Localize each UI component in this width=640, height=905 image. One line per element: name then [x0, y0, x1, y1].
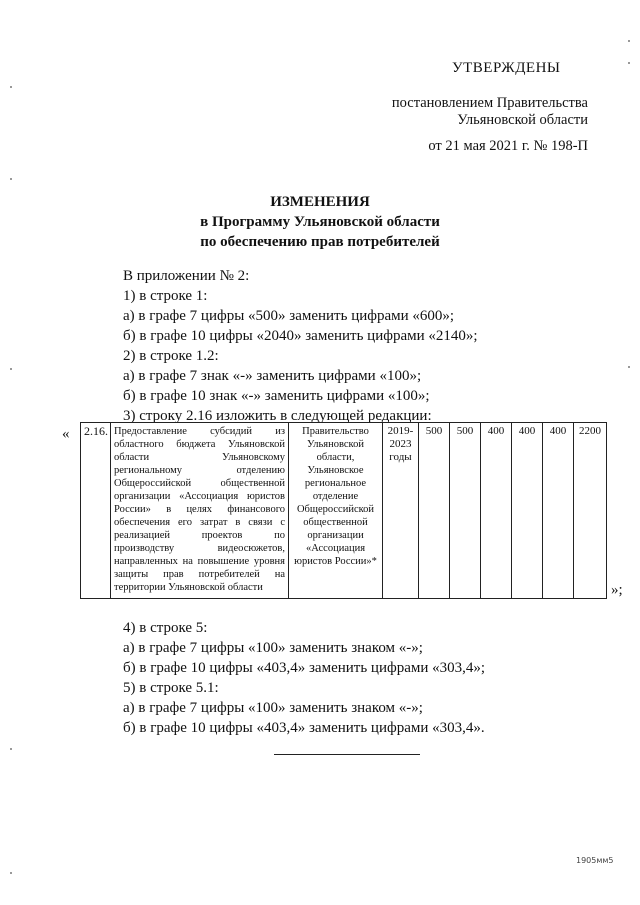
footer-code: 1905мм5 — [576, 856, 614, 865]
instruction-line: 4) в строке 5: — [123, 620, 208, 636]
value-cell: 400 — [481, 423, 512, 599]
instructions-block — [123, 266, 478, 426]
instruction-line: б) в графе 10 знак «-» заменить цифрами «100»; — [123, 388, 430, 404]
instruction-line: б) в графе 10 цифры «2040» заменить цифрами «2140»; — [123, 328, 478, 344]
approval-line-1: постановлением Правительства — [391, 95, 588, 111]
scan-mark — [10, 368, 12, 370]
instruction-line: б) в графе 10 цифры «403,4» заменить цифрами «303,4». — [123, 720, 485, 736]
instructions-block-continued — [123, 618, 485, 738]
instruction-line: 5) в строке 5.1: — [123, 680, 219, 696]
document-title — [0, 192, 640, 252]
scan-mark — [10, 86, 12, 88]
scan-mark — [10, 872, 12, 874]
instruction-line: а) в графе 7 цифры «100» заменить знаком «-»; — [123, 640, 423, 656]
executor-cell: Правительство Ульяновской области, Ульяновское региональное отделение Общероссийской общественной организации «Ассоциация юристов России»* — [289, 423, 383, 599]
instruction-line: 1) в строке 1: — [123, 288, 208, 304]
title-line-2: в Программу Ульяновской области — [200, 214, 440, 230]
instruction-line: В приложении № 2: — [123, 268, 250, 284]
scan-mark — [628, 40, 630, 42]
instruction-line: а) в графе 7 цифры «100» заменить знаком «-»; — [123, 700, 423, 716]
amendment-table — [80, 422, 607, 599]
table-row — [81, 423, 607, 599]
instruction-line: 2) в строке 1.2: — [123, 348, 219, 364]
scan-mark — [10, 748, 12, 750]
approval-date-line: от 21 мая 2021 г. № 198-П — [428, 138, 588, 154]
row-number-cell: 2.16. — [81, 423, 111, 599]
description-cell: Предоставление субсидий из областного бюджета Ульяновской области Ульяновскому региональному отделению Общероссийской общественной организации «Ассоциация юристов России» в целях финансового обеспечения его затрат в связи с реализацией проектов по производству видеосюжетов, направленных на повышение уровня защиты прав потребителей на территории Ульяновской области — [111, 423, 289, 599]
scan-mark — [628, 366, 630, 368]
value-cell: 400 — [512, 423, 543, 599]
approved-heading: УТВЕРЖДЕНЫ — [452, 60, 561, 76]
title-line-3: по обеспечению прав потребителей — [200, 234, 440, 250]
closing-quote: »; — [611, 582, 623, 598]
instruction-line: б) в графе 10 цифры «403,4» заменить цифрами «303,4»; — [123, 660, 486, 676]
opening-quote: « — [62, 426, 70, 442]
total-value-cell: 2200 — [574, 423, 607, 599]
approval-line-2: Ульяновской области — [457, 112, 588, 128]
scan-mark — [628, 62, 630, 64]
value-cell: 400 — [543, 423, 574, 599]
title-line-1: ИЗМЕНЕНИЯ — [270, 194, 370, 210]
instruction-line: а) в графе 7 знак «-» заменить цифрами «100»; — [123, 368, 422, 384]
closing-divider — [274, 754, 420, 755]
instruction-line: а) в графе 7 цифры «500» заменить цифрами «600»; — [123, 308, 455, 324]
scan-mark — [10, 178, 12, 180]
years-cell: 2019-2023 годы — [383, 423, 419, 599]
value-cell: 500 — [450, 423, 481, 599]
instruction-line: 3) строку 2.16 изложить в следующей редакции: — [123, 408, 432, 424]
value-cell: 500 — [419, 423, 450, 599]
